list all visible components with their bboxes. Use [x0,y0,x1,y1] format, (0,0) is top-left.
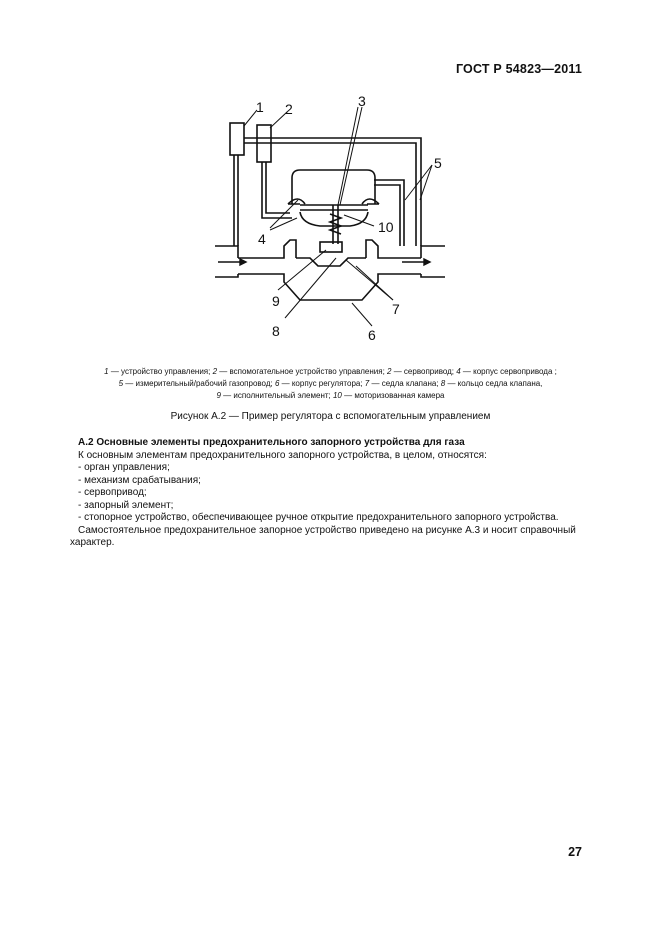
callout-4: 4 [258,231,266,247]
callout-1: 1 [256,99,264,115]
callout-9: 9 [272,293,280,309]
legend-num: 8 [440,379,446,388]
list-item: - запорный элемент; [78,499,174,511]
legend-text: — исполнительный элемент; [220,391,333,400]
list-item: - стопорное устройство, обеспечивающее ручное открытие предохранительного запорного устройства. [78,512,559,523]
list-item: - механизм срабатывания; [78,474,201,486]
legend-text: — устройство управления; [108,367,213,376]
figure-caption: Рисунок А.2 — Пример регулятора с вспомогательным управлением [170,411,491,422]
legend-num: 2 [212,367,218,376]
control-device-box [230,123,244,155]
legend-num: 9 [216,391,221,400]
legend-num: 6 [274,379,280,388]
list-item: - орган управления; [78,462,170,473]
spring [330,214,341,234]
callout-7: 7 [392,301,400,317]
legend-line-3 [40,390,621,402]
legend-text: — корпус регулятора; [279,379,365,388]
callout-10: 10 [378,219,394,235]
closing-paragraph-line-2: характер. [70,537,115,548]
legend-text: — седла клапана; [369,379,441,388]
legend-num: 10 [332,391,342,400]
regulator-diagram [205,96,465,361]
legend-text: — корпус сервопривода ; [460,367,557,376]
callout-3: 3 [358,96,366,109]
callout-8: 8 [272,323,280,339]
closing-paragraph-line-1: Самостоятельное предохранительное запорное устройство приведено на рисунке А.3 и носит справочный [78,524,576,536]
legend-line-2 [40,378,621,390]
legend-num: 2 [387,367,392,376]
legend-num: 4 [456,367,461,376]
callout-2: 2 [285,101,293,117]
legend-num: 1 [104,367,109,376]
figure-legend [40,366,621,402]
page-number: 27 [568,845,582,859]
section-intro: К основным элементам предохранительного запорного устройства, в целом, относятся: [78,449,487,461]
legend-text: — измерительный/рабочий газопровод; [123,379,275,388]
legend-line-1 [40,366,621,378]
legend-text: — моторизованная камера [341,391,445,400]
callout-6: 6 [368,327,376,343]
list-item: - сервопривод; [78,487,147,498]
section-heading: А.2 Основные элементы предохранительного запорного устройства для газа [78,437,465,448]
section-body [70,437,588,550]
legend-text: — кольцо седла клапана, [445,379,543,388]
servo-housing [292,170,375,204]
legend-text: — сервопривод; [391,367,457,376]
legend-text: — вспомогательное устройство управления; [217,367,388,376]
callout-5: 5 [434,155,442,171]
document-header: ГОСТ Р 54823—2011 [455,62,582,76]
regulator-body [238,274,421,300]
legend-num: 7 [364,379,370,388]
legend-num: 5 [118,379,124,388]
